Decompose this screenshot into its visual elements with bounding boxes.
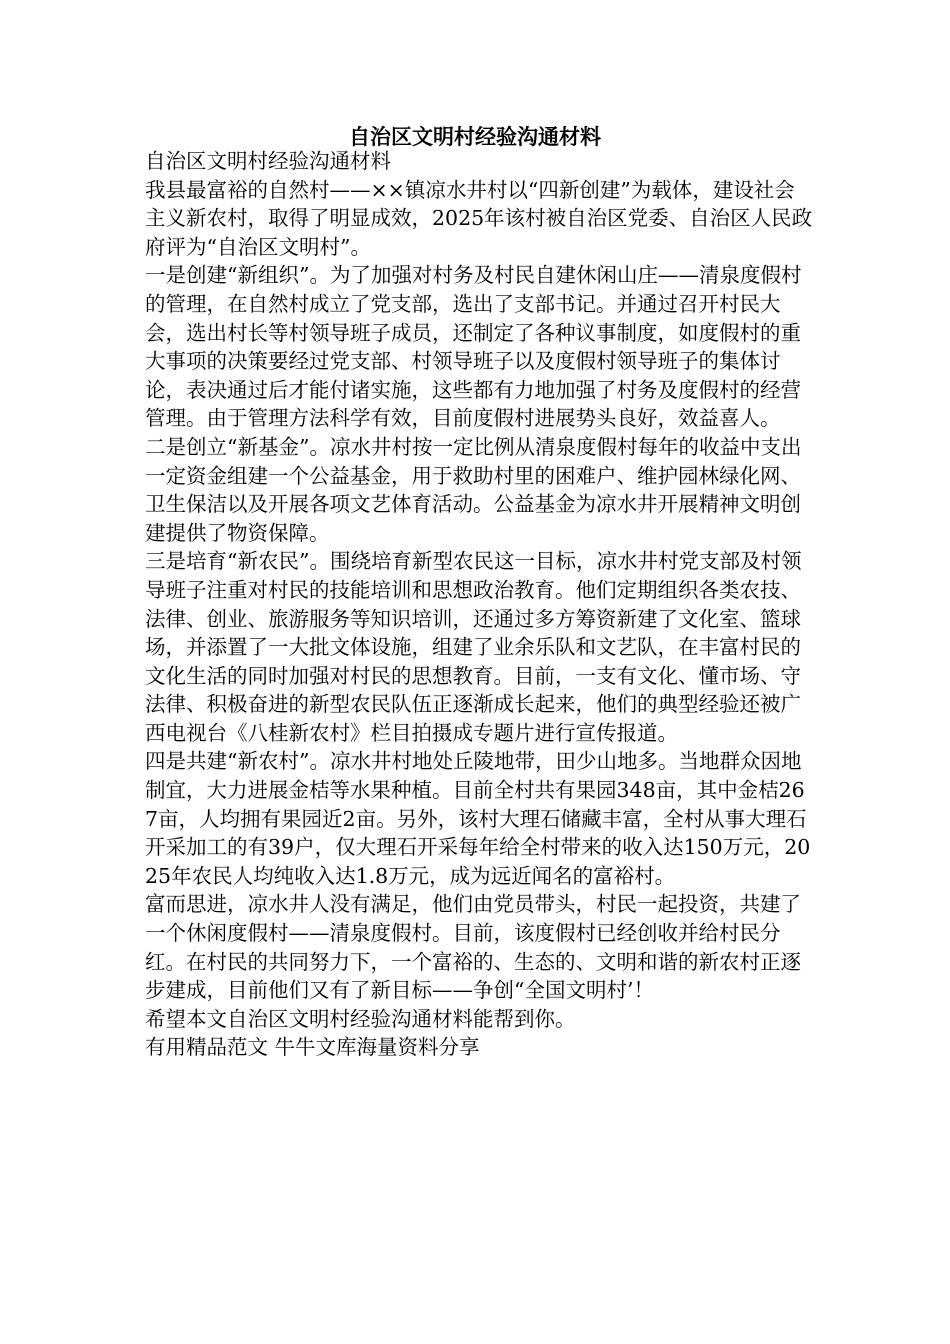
- paragraph-new-farmers: 三是培育“新农民”。围绕培育新型农民这一目标，凉水井村党支部及村领导班子注重对村民的技能培训和思想政治教育。他们定期组织各类农技、法律、创业、旅游服务等知识培训，还通过多方筹资新建了文化室、篮球场，并添置了一大批文体设施，组建了业余乐队和文艺队，在丰富村民的文化生活的同时加强对村民的思想教育。目前，一支有文化、懂市场、守法律、积极奋进的新型农民队伍正逐渐成长起来，他们的典型经验还被广西电视台《八桂新农村》栏目拍摄成专题片进行宣传报道。: [145, 549, 802, 745]
- document-title: 自治区文明村经验沟通材料: [349, 124, 601, 149]
- intro-paragraph: 我县最富裕的自然村——××镇凉水井村以“四新创建”为载体，建设社会主义新农村，取得了明显成效，2025年该村被自治区党委、自治区人民政府评为“自治区文明村”。: [145, 177, 813, 259]
- footer-note: 有用精品范文 牛牛文库海量资料分享: [145, 1035, 480, 1060]
- paragraph-new-organization: 一是创建“新组织”。为了加强对村务及村民自建休闲山庄——清泉度假村的管理，在自然村成立了党支部，选出了支部书记。并通过召开村民大会，选出村长等村领导班子成员，还制定了各种议事制度，如度假村的重大事项的决策要经过党支部、村领导班子以及度假村领导班子的集体讨论，表决通过后才能付诸实施，这些都有力地加强了村务及度假村的经营管理。由于管理方法科学有效，目前度假村进展势头良好，效益喜人。: [145, 263, 802, 431]
- document-body: [145, 147, 813, 1062]
- paragraph-new-village: 四是共建“新农村”。凉水井村地处丘陵地带，田少山地多。当地群众因地制宜，大力进展金桔等水果种植。目前全村共有果园348亩，其中金桔267亩，人均拥有果园近2亩。另外，该村大理石储藏丰富，全村从事大理石开采加工的有39户，仅大理石开采每年给全村带来的收入达150万元，2025年农民人均纯收入达1.8万元，成为远近闻名的富裕村。: [145, 749, 811, 888]
- paragraph-new-fund: 二是创立“新基金”。凉水井村按一定比例从清泉度假村每年的收益中支出一定资金组建一个公益基金，用于救助村里的困难户、维护园林绿化网、卫生保洁以及开展各项文艺体育活动。公益基金为凉水井开展精神文明创建提供了物资保障。: [145, 434, 802, 545]
- paragraph-conclusion: 富而思进，凉水井人没有满足，他们由党员带头，村民一起投资，共建了一个休闲度假村——清泉度假村。目前，该度假村已经创收并给村民分红。在村民的共同努力下，一个富裕的、生态的、文明和谐的新农村正逐步建成，目前他们又有了新目标——争创“全国文明村’！: [145, 892, 801, 1003]
- closing-wish: 希望本文自治区文明村经验沟通材料能帮到你。: [145, 1006, 576, 1031]
- subtitle-paragraph: 自治区文明村经验沟通材料: [145, 149, 391, 173]
